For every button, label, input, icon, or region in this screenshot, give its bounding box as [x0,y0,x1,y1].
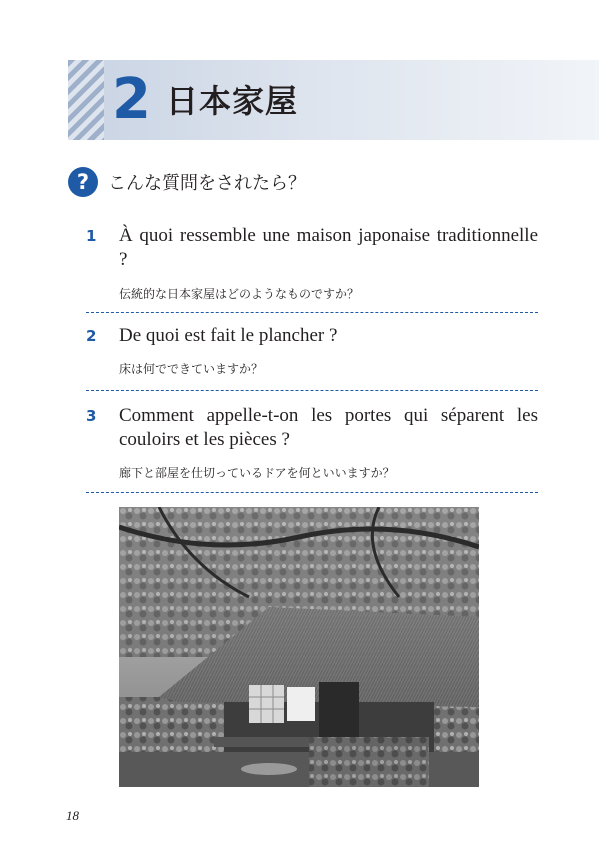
question-japanese: 廊下と部屋を仕切っているドアを何といいますか？ [119,466,395,480]
question-mark-icon: ? [68,167,98,197]
question-french: De quoi est fait le plancher ? [119,325,338,346]
question-number: 1 [86,227,97,245]
question-number: 2 [86,327,97,345]
section-heading [68,166,306,198]
question-french: Comment appelle-t-on les portes qui séparent les couloirs et les pièces ? [119,405,538,450]
question-item [86,324,538,391]
page-number: 18 [66,808,79,823]
question-item [86,224,538,313]
question-item [86,404,538,493]
thatched-roof-teahouse-photo [119,507,479,787]
question-japanese: 伝統的な日本家屋はどのようなものですか？ [119,287,360,301]
chapter-title: 日本家屋 [166,82,299,120]
question-number: 3 [86,407,97,425]
chapter-header [68,60,599,140]
question-japanese: 床は何でできていますか？ [119,362,264,376]
chapter-number: 2 [112,67,151,132]
question-french: À quoi ressemble une maison japonaise traditionnelle ? [119,225,538,270]
section-heading-text: こんな質問をされたら？ [108,173,306,194]
header-stripes-decoration [68,60,104,140]
